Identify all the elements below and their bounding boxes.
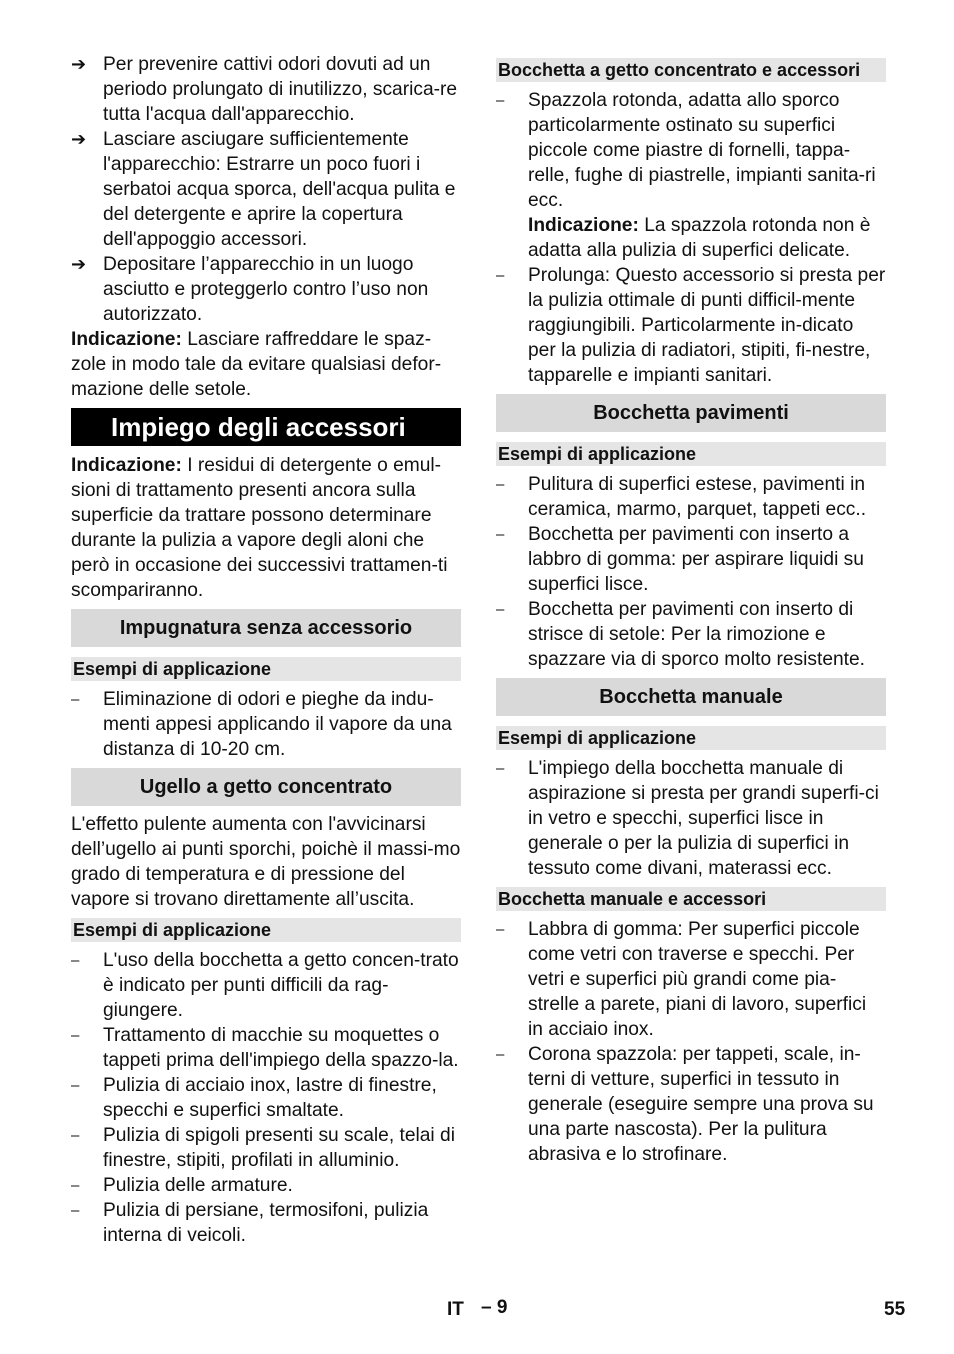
dash-bullet: – xyxy=(71,1177,80,1194)
list-item: – Bocchetta per pavimenti con inserto a labbro di gomma: per aspirare liquidi su superfici lisce. xyxy=(496,524,864,595)
subsection-heading: Esempi di applicazione xyxy=(71,657,461,681)
page-number: 55 xyxy=(884,1299,906,1320)
dash-bullet: – xyxy=(496,601,505,618)
subsection-heading: Bocchetta a getto concentrato e accessori xyxy=(496,58,886,82)
subsection-heading: Esempi di applicazione xyxy=(496,726,886,750)
section-heading: Bocchetta manuale xyxy=(496,678,886,716)
main-heading: Impiego degli accessori xyxy=(71,408,461,446)
instruction-item: ➔ Depositare l’apparecchio in un luogo asciutto e proteggerlo contro l’uso non autorizzato. xyxy=(71,254,429,325)
list-item: – L'impiego della bocchetta manuale di aspirazione si presta per grandi superfi-ci in vetro e specchi, superfici lisce in generale o per la pulizia di superfici in tessuto come divani, materassi ecc. xyxy=(496,758,879,879)
dash-bullet: – xyxy=(496,921,505,938)
dash-bullet: – xyxy=(71,691,80,708)
footer-language: IT xyxy=(447,1299,464,1320)
dash-bullet: – xyxy=(71,952,80,969)
subsection-heading: Bocchetta manuale e accessori xyxy=(496,887,886,911)
list-item: – Prolunga: Questo accessorio si presta per la pulizia ottimale di punti difficil-mente raggiungibili. Particolarmente in-dicato per la pulizia di radiatori, stipiti, fi-nestre, tapparelle e impianti sanitari. xyxy=(496,265,886,386)
list-item: – Pulizia di persiane, termosifoni, pulizia interna di veicoli. xyxy=(71,1200,429,1246)
dash-bullet: – xyxy=(71,1202,80,1219)
right-column xyxy=(496,58,886,1167)
list-item: – Eliminazione di odori e pieghe da indu-menti appesi applicando il vapore da una distanza di 10-20 cm. xyxy=(71,689,452,760)
subsection-heading: Esempi di applicazione xyxy=(496,442,886,466)
list-item: – L'uso della bocchetta a getto concen-trato è indicato per punti difficili da rag-giungere. xyxy=(71,950,459,1021)
dash-bullet: – xyxy=(496,267,505,284)
list-item: – Corona spazzola: per tappeti, scale, in-terni di vetture, superfici in tessuto in generale (eseguire sempre una prova su una parte nascosta). Per la pulitura abrasiva e lo strofinare. xyxy=(496,1044,874,1165)
body-paragraph: L'effetto pulente aumenta con l'avvicinarsi dell’ugello ai punti sporchi, poichè il massi-mo grado di temperatura e di pressione del vapore si trovano direttamente all’uscita. xyxy=(71,814,461,910)
dash-bullet: – xyxy=(496,526,505,543)
subsection-heading: Esempi di applicazione xyxy=(71,918,461,942)
dash-bullet: – xyxy=(71,1127,80,1144)
footer-section-page: – 9 xyxy=(481,1297,508,1318)
instruction-item: ➔ Per prevenire cattivi odori dovuti ad un periodo prolungato di inutilizzo, scarica-re tutta l'acqua dall'apparecchio. xyxy=(71,54,458,125)
note-paragraph: Indicazione: I residui di detergente o emul-sioni di trattamento presenti ancora sulla superficie da trattare possono determinare durante la pulizia a vapore degli aloni che però in occasione dei successivi trattamen-ti scompariranno. xyxy=(71,455,448,601)
dash-bullet: – xyxy=(71,1027,80,1044)
instruction-item: ➔ Lasciare asciugare sufficientemente l'apparecchio: Estrarre un poco fuori i serbatoi acqua sporca, dell'acqua pulita e del detergente e aprire la copertura dell'appoggio accessori. xyxy=(71,129,456,250)
list-item: – Spazzola rotonda, adatta allo sporco particolarmente ostinato su superfici piccole come piastre di fornelli, tappa-relle, fughe di piastrelle, impianti sanita-ri ecc. Indicazione: La spazzola rotonda non è adatta alla pulizia di superfici delicate. xyxy=(496,90,876,261)
dash-bullet: – xyxy=(71,1077,80,1094)
arrow-icon: ➔ xyxy=(71,254,87,274)
section-heading: Bocchetta pavimenti xyxy=(496,394,886,432)
list-item: – Pulizia di acciaio inox, lastre di finestre, specchi e superfici smaltate. xyxy=(71,1075,437,1121)
arrow-icon: ➔ xyxy=(71,54,87,74)
list-item: – Pulizia delle armature. xyxy=(71,1175,293,1196)
dash-bullet: – xyxy=(496,476,505,493)
dash-bullet: – xyxy=(496,92,505,109)
list-item: – Pulizia di spigoli presenti su scale, telai di finestre, stipiti, profilati in alluminio. xyxy=(71,1125,455,1171)
section-heading: Ugello a getto concentrato xyxy=(71,768,461,806)
dash-bullet: – xyxy=(496,1046,505,1063)
list-item: – Pulitura di superfici estese, pavimenti in ceramica, marmo, parquet, tappeti ecc.. xyxy=(496,474,867,520)
list-item: – Bocchetta per pavimenti con inserto di strisce di setole: Per la rimozione e spazzare via di sporco molto resistente. xyxy=(496,599,865,670)
dash-bullet: – xyxy=(496,760,505,777)
left-column xyxy=(71,52,461,1248)
list-item: – Labbra di gomma: Per superfici piccole come vetri con traverse e specchi. Per vetri e superfici più grandi come pia-strelle a parete, piani di lavoro, superfici in acciaio inox. xyxy=(496,919,867,1040)
list-item: – Trattamento di macchie su moquettes o tappeti prima dell'impiego della spazzo-la. xyxy=(71,1025,459,1071)
note-paragraph: Indicazione: Lasciare raffreddare le spaz-zole in modo tale da evitare qualsiasi defor-mazione delle setole. xyxy=(71,329,442,400)
arrow-icon: ➔ xyxy=(71,129,87,149)
section-heading: Impugnatura senza accessorio xyxy=(71,609,461,647)
